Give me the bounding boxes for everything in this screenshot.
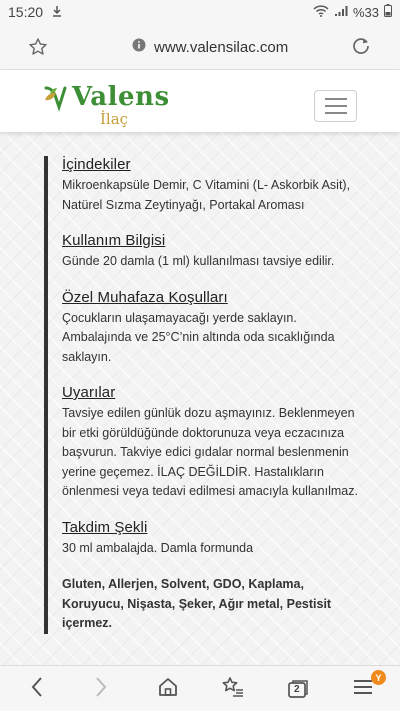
- section-body: 30 ml ambalajda. Damla formunda: [62, 540, 254, 555]
- chevron-left-icon: [30, 676, 44, 703]
- status-time: 15:20: [8, 4, 44, 20]
- hamburger-line: [325, 105, 347, 107]
- section-title: İçindekiler: [62, 156, 131, 173]
- menu-toggle-button[interactable]: [314, 90, 357, 122]
- browser-bottom-bar: [0, 665, 400, 711]
- download-icon: [51, 4, 63, 20]
- section-body: Tavsiye edilen günlük dozu aşmayınız. Beklenmeyen bir etki görüldüğünde doktorunuza veya eczacınıza başvurun. Takviye edici gıdalar normal beslenmenin yerine geçemez. İLAÇ DEĞİLDİR. Hastalıkların önlenmesi veya tedavi edilmesi amacıyla kullanılmaz.: [62, 406, 358, 498]
- section-body: Mikroenkapsüle Demir, C Vitamini (L- Askorbik Asit), Natürel Sızma Zeytinyağı, Portakal Aroması: [62, 178, 351, 212]
- browser-address-bar: [0, 24, 400, 70]
- section-storage: [62, 289, 364, 368]
- chevron-right-icon: [94, 676, 108, 703]
- section-warnings: [62, 384, 364, 502]
- menu-lines-icon: [353, 678, 373, 701]
- forward-button[interactable]: [88, 676, 114, 702]
- browser-menu-button[interactable]: [350, 672, 382, 702]
- section-body: Çocukların ulaşamayacağı yerde saklayın. Ambalajında ve 25°C’nin altında oda sıcaklığında saklayın.: [62, 310, 335, 364]
- battery-icon: [384, 4, 392, 20]
- brand-subtitle: İlaç: [100, 110, 129, 128]
- tabs-count: 2: [294, 684, 300, 695]
- hamburger-line: [325, 98, 347, 100]
- home-button[interactable]: [155, 676, 181, 702]
- tabs-icon: [287, 679, 309, 699]
- menu-notification-badge: Y: [371, 670, 386, 685]
- section-presentation: [62, 519, 364, 559]
- hamburger-line: [325, 112, 347, 114]
- section-title: Özel Muhafaza Koşulları: [62, 288, 228, 306]
- brand-name: Valens: [72, 82, 170, 112]
- section-title: Uyarılar: [62, 384, 116, 401]
- bookmarks-button[interactable]: [220, 676, 246, 702]
- free-from-note: Gluten, Allerjen, Solvent, GDO, Kaplama, Koruyucu, Nişasta, Şeker, Ağır metal, Pestisit içermez.: [62, 577, 332, 630]
- section-ingredients: [62, 156, 364, 215]
- battery-percent: %33: [352, 4, 379, 20]
- section-usage: [62, 232, 364, 272]
- site-logo[interactable]: [42, 82, 170, 128]
- wifi-icon: [313, 5, 329, 20]
- tabs-button[interactable]: [285, 676, 311, 702]
- leaf-logo-icon: [42, 82, 76, 121]
- site-header: [0, 70, 400, 132]
- section-body: Günde 20 damla (1 ml) kullanılması tavsiye edilir.: [62, 254, 335, 268]
- signal-icon: [334, 5, 348, 20]
- home-icon: [157, 676, 179, 703]
- star-list-icon: [221, 676, 245, 703]
- reload-icon[interactable]: [350, 35, 372, 62]
- url-text[interactable]: www.valensilac.com: [154, 38, 289, 56]
- section-title: Kullanım Bilgisi: [62, 232, 166, 249]
- bookmark-star-icon[interactable]: [28, 37, 48, 62]
- product-details: [44, 156, 364, 634]
- back-button[interactable]: [24, 676, 50, 702]
- info-icon[interactable]: [132, 38, 146, 56]
- status-bar: [0, 0, 400, 24]
- section-title: Takdim Şekli: [62, 518, 148, 536]
- url-display[interactable]: [132, 38, 288, 56]
